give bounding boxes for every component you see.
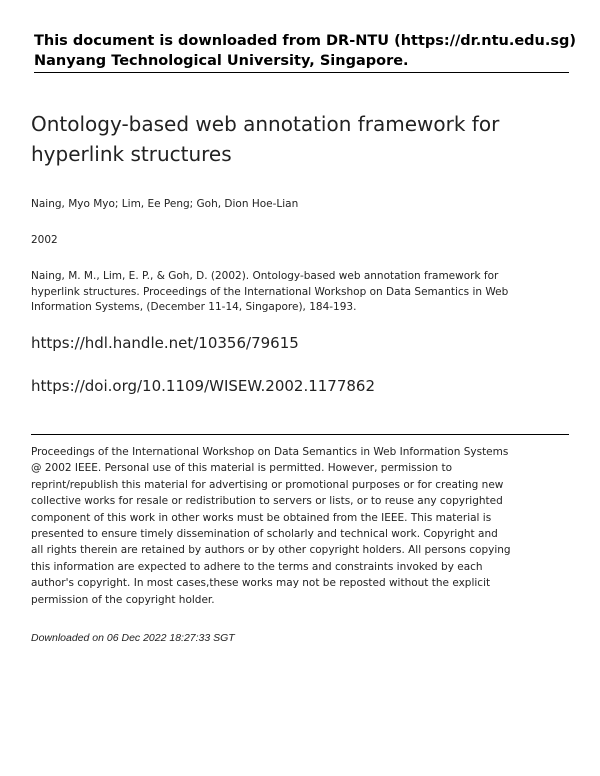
rights-line: author's copyright. In most cases,these works may not be reposted without the explicit	[31, 577, 491, 590]
rights-line: @ 2002 IEEE. Personal use of this material is permitted. However, permission to	[31, 462, 452, 475]
handle-link[interactable]: https://hdl.handle.net/10356/79615	[31, 334, 299, 352]
rights-line: collective works for resale or redistribution to servers or lists, or to reuse any copyrighted	[31, 495, 503, 508]
citation	[31, 269, 509, 316]
authors: Naing, Myo Myo; Lim, Ee Peng; Goh, Dion Hoe-Lian	[31, 198, 299, 210]
rights-statement	[31, 444, 511, 608]
rights-line: reprint/republish this material for advertising or promotional purposes or for creating new	[31, 478, 504, 491]
repository-source-line: This document is downloaded from DR-NTU (https://dr.ntu.edu.sg)	[34, 33, 577, 49]
citation-line: hyperlink structures. Proceedings of the International Workshop on Data Semantics in Web	[31, 285, 509, 298]
doi-link[interactable]: https://doi.org/10.1109/WISEW.2002.1177862	[31, 377, 376, 395]
rights-line: permission of the copyright holder.	[31, 593, 215, 606]
citation-line: Naing, M. M., Lim, E. P., & Goh, D. (2002). Ontology-based web annotation framework for	[31, 270, 499, 282]
rights-line: this information are expected to adhere to the terms and constraints invoked by each	[31, 560, 483, 573]
rights-line: component of this work in other works must be obtained from the IEEE. This material is	[31, 511, 492, 524]
university-line: Nanyang Technological University, Singapore.	[34, 53, 409, 69]
rights-line: presented to ensure timely dissemination of scholarly and technical work. Copyright and	[31, 528, 498, 541]
repository-header	[34, 31, 577, 73]
rights-line: all rights therein are retained by authors or by other copyright holders. All persons copying	[31, 544, 511, 557]
document-title	[31, 109, 551, 169]
rights-line: Proceedings of the International Workshop on Data Semantics in Web Information Systems	[31, 446, 509, 458]
section-divider	[31, 434, 569, 435]
download-timestamp: Downloaded on 06 Dec 2022 18:27:33 SGT	[31, 632, 235, 644]
title-line: Ontology-based web annotation framework for	[31, 112, 500, 136]
title-line: hyperlink structures	[31, 142, 232, 166]
citation-line: Information Systems, (December 11-14, Singapore), 184-193.	[31, 301, 357, 313]
publication-year: 2002	[31, 234, 58, 246]
